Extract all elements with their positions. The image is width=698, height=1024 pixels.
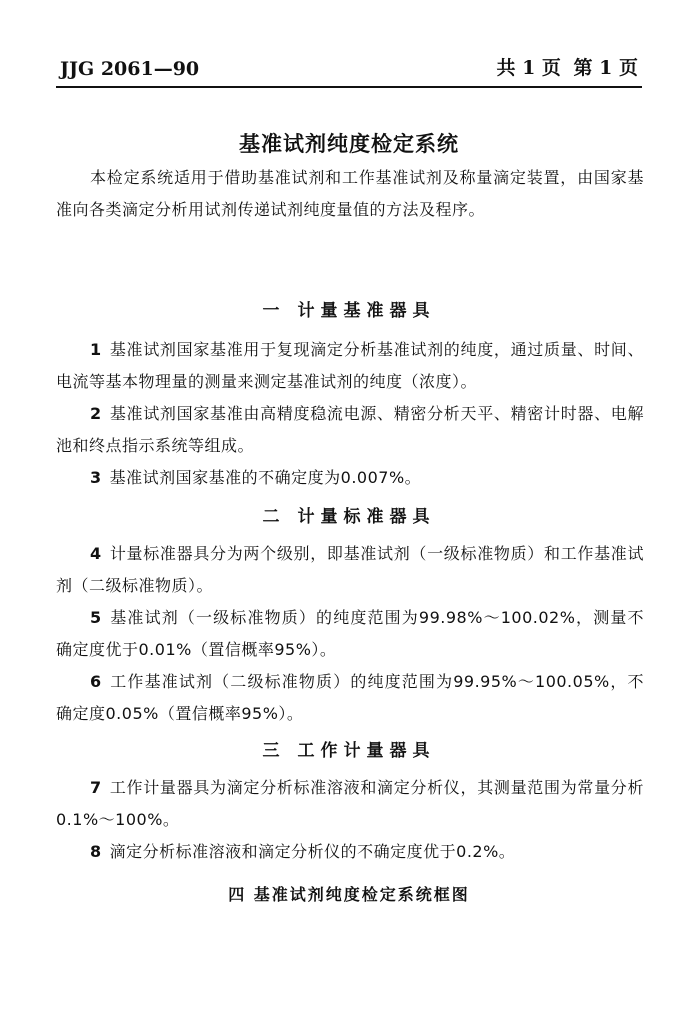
item-text: 计量标准器具分为两个级别，即基准试剂（一级标准物质）和工作基准试剂（二级标准物质）。 [56,544,644,595]
item-number: 4 [90,544,102,563]
section-heading-1: 一 计量基准器具 [262,301,436,321]
list-item [56,538,644,602]
list-item [56,602,644,666]
header-divider [56,86,642,88]
intro-paragraph: 本检定系统适用于借助基准试剂和工作基准试剂及称量滴定装置，由国家基准向各类滴定分析用试剂传递试剂纯度量值的方法及程序。 [56,168,644,219]
item-text: 基准试剂国家基准用于复现滴定分析基准试剂的纯度，通过质量、时间、电流等基本物理量的测量来测定基准试剂的纯度（浓度）。 [56,340,644,391]
item-text: 基准试剂国家基准的不确定度为0.007%。 [109,468,422,487]
item-number: 3 [90,468,102,487]
item-text: 工作基准试剂（二级标准物质）的纯度范围为99.95%～100.05%，不确定度0.05%（置信概率95%）。 [56,672,644,723]
item-text: 滴定分析标准溶液和滴定分析仪的不确定度优于0.2%。 [109,842,516,861]
item-number: 6 [90,672,102,691]
list-item [56,666,644,730]
item-number: 1 [90,340,102,359]
section-heading-4: 四 基准试剂纯度检定系统框图 [228,885,470,904]
item-text: 基准试剂国家基准由高精度稳流电源、精密分析天平、精密计时器、电解池和终点指示系统等组成。 [56,404,644,455]
item-number: 2 [90,404,102,423]
page-count [490,53,638,80]
list-item [56,462,644,494]
section-1-items [56,334,644,494]
standard-code: JJG 2061—90 [60,58,200,80]
section-heading-3: 三 工作计量器具 [262,741,436,761]
page-header [60,40,638,80]
total-pages: 共 1 页 [496,57,561,79]
item-text: 工作计量器具为滴定分析标准溶液和滴定分析仪，其测量范围为常量分析0.1%～100%。 [56,778,644,829]
item-number: 7 [90,778,102,797]
list-item [56,836,644,868]
item-number: 8 [90,842,102,861]
section-3-items [56,772,644,868]
document-title: 基准试剂纯度检定系统 [239,132,459,156]
list-item [56,334,644,398]
page-number: 第 1 页 [573,57,638,79]
section-2-items [56,538,644,730]
list-item [56,398,644,462]
item-number: 5 [90,608,102,627]
item-text: 基准试剂（一级标准物质）的纯度范围为99.98%～100.02%，测量不确定度优于0.01%（置信概率95%）。 [56,608,644,659]
section-heading-2: 二 计量标准器具 [262,507,436,527]
list-item [56,772,644,836]
